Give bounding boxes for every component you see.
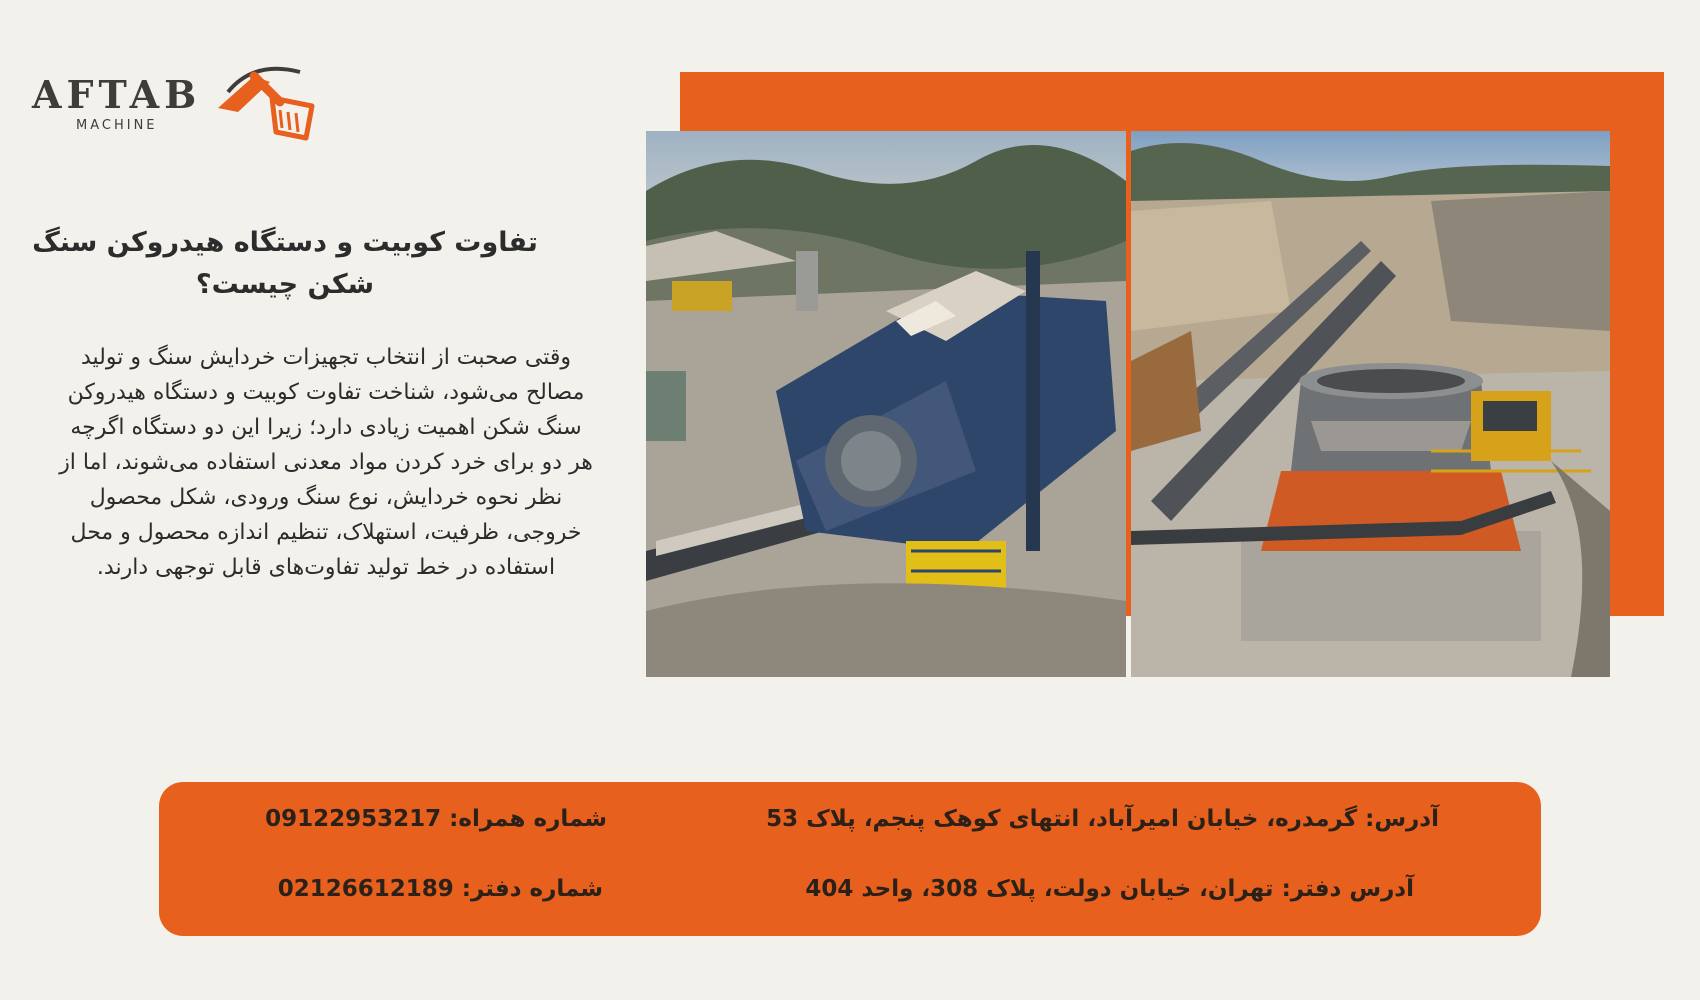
excavator-bucket-icon [214,62,326,142]
mobile-number-text: شماره همراه: 09122953217 [265,806,607,832]
article-body: وقتی صحبت از انتخاب تجهیزات خردایش سنگ و تولید مصالح می‌شود، شناخت تفاوت کوبیت و دستگاه هیدروکن سنگ شکن اهمیت زیادی دارد؛ زیرا این دو دستگاه اگرچه هر دو برای خرد کردن مواد معدنی استفاده می‌شوند، اما از نظر نحوه خردایش، نوع سنگ ورودی، شکل محصول خروجی، ظرفیت، استهلاک، تنظیم اندازه محصول و محل استفاده در خط تولید تفاوت‌های قابل توجهی دارند. [59,345,593,580]
impact-crusher-photo [646,131,1126,677]
address-text: آدرس: گرمدره، خیابان امیرآباد، انتهای کوهک پنجم، پلاک 53 [766,806,1439,832]
contact-footer [159,782,1541,936]
cone-crusher-photo [1131,131,1610,677]
logo-wordmark: AFTAB [32,72,202,117]
logo-subtext: MACHINE [76,118,158,133]
article-title: تفاوت کوبیت و دستگاه هیدروکن سنگ شکن چیست؟ [32,227,538,300]
office-address-text: آدرس دفتر: تهران، خیابان دولت، پلاک 308، واحد 404 [805,876,1414,902]
office-phone-text: شماره دفتر: 02126612189 [277,876,603,902]
brand-logo [30,62,330,146]
